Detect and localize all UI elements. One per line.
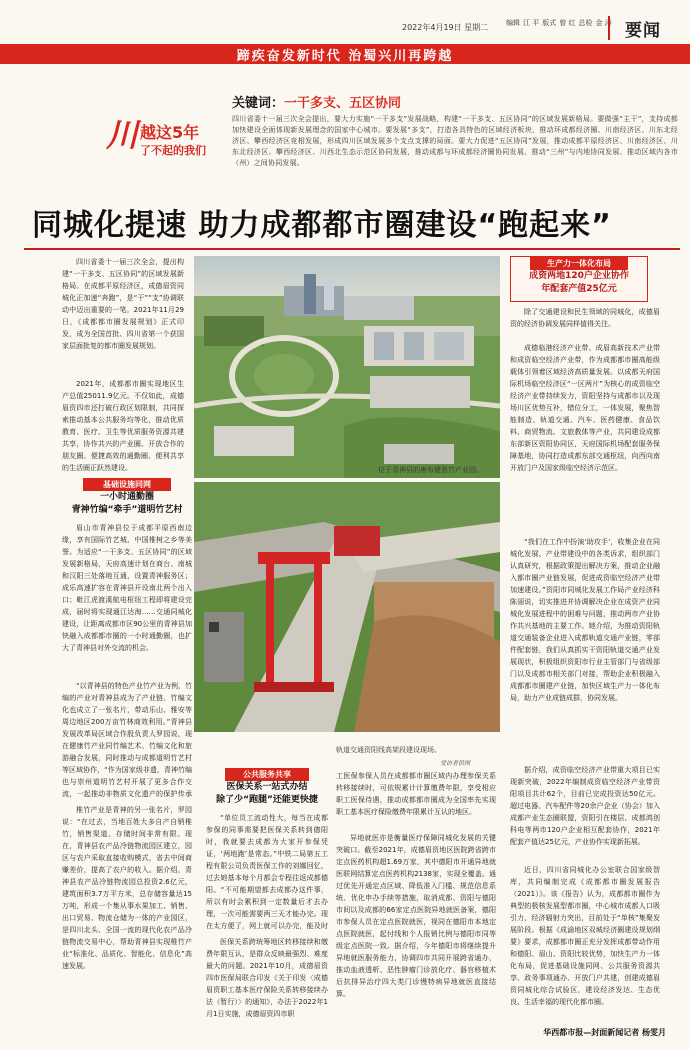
slogan-banner: 蹄疾奋发新时代 治蜀兴川再跨越: [0, 44, 690, 64]
series-logo: [106, 110, 216, 174]
right-paragraph-1: 除了交通建设和民生领域的同城化，成德眉资的经济协调发展同样值得关注。: [510, 308, 660, 328]
section-name: 要闻: [608, 16, 676, 40]
box2-title-1: 成资两地120户企业协作: [529, 271, 629, 281]
mid-paragraph-2: 异地就医亦是衡量医疗保障同城化发展的关键突破口。截至2021年，成德眉资地区医院跨省跨市定点医药机构超1.69万家，其中德阳市开通异地就医联网结算定点医药机构2138家，实现全覆盖。通过优先开通定点区域、降低准入门槛、规范信息系统、优化申办手续等措施，取消成都、资阳与德阳市间以及成都的66家定点医院异地就医备案，德阳市参保人员在定点医院就医，视同在德阳市本地定点医院就医，起付线和个人报销比例与德阳市同等级定点医院一致。据介绍，今年德阳市将继续提升异地就医服务能力，协调四市共同开展跨省通办，推动血液透析、恶性肿瘤门诊放化疗、器官移植术后抗排异治疗四大类门诊慢特病异地就医直接结算。: [336, 834, 496, 998]
box1-title-2: 青神竹编“牵手”道明竹艺村: [71, 505, 183, 515]
box1-tag: 基础设施同网: [83, 478, 171, 491]
keyword-heading: [232, 92, 401, 111]
right-paragraph-4: 据介绍，成资临空经济产业带重大项目已实现新突破，2022年编制成资临空经济产业带资阳项目共计62个，目前已完成投资达50亿元。超过电器、汽车配件等20余户企业（协会）加入成都产业生态圈联盟，资阳引在楼层、成都鸿创科电等两市120户企业相互配套协作，2021年配套产值达25亿元，产业协作实现新拓展。: [510, 766, 660, 846]
keyword-text: 四川省委十一届三次全会提出，要大力实施“一干多支”发展战略，构建“一干多支、五区协同”的区域发展新格局。要做强“主干”，支持成都加快建设全面体现新发展理念的国家中心城市。要发展“多支”，打造各具特色的区域经济板块，推动环成都经济圈、川南经济区、川东北经济区、攀西经济区竞相发展，形成四川区域发展多个支点支撑的局面。要大力促进“五区协同”发展，推动成都平原经济区、川南经济区、川东北经济区、攀西经济区、川西北生态示范区协同发展，推动成都与环成都经济圈协同发展、推动“三州”与内地协同发展、推动区域内各市（州）之间协同发展。: [232, 115, 678, 167]
photo1-caption: 位于青神县的唐布键意竹产业园。: [378, 466, 483, 474]
photo-industrial-park: [194, 256, 500, 478]
photo-rail-construction-image: [194, 482, 500, 732]
box1-text: 眉山市青神县位于成都平原西南边缘，享有国际竹艺城、中国椎树之乡等美誉。为适应“一干多支、五区协同”的区域发展新格局，天府高速计划在商台、南城和汉阳三处落地互通，设置青神服务区；成乐高速扩容在青神县开设南北两个出入口；毗江虎渡溪航电枢纽工程即将建设完成，届时将实现通江达海……交通同城化建设，让距离成都市区90公里的青神县加快融入成都都市圈的一小时通勤圈，也扩大了青神县对外交流的机会。: [62, 524, 192, 652]
right-paragraph-2: 成德临港经济产业带、成眉高新技术产业带和成资临空经济产业带，作为成都都市圈高能级载体引领着区域经济高质量发展。以成都天府国际机场临空经济区“一区两片”为核心的成资临空经济产业带持续发力，资阳坚持与成都市以及现场川区优势互补，错位分工，一体发展，聚焦智能制造、轨道交通、汽车、医药健康、食品饮料、商贸物流、文旅教体等产业，共同建设成都东部新区资阳协同区，天府国际机场配套服务保障基地，协同打造成都东部交通枢纽，向西向南开放门户及国家级临空经济示范区。: [510, 344, 660, 472]
series-logo-line1: 越这5年: [140, 123, 200, 142]
reporter-byline: 华西都市报—封面新闻记者 杨雯月: [543, 1028, 666, 1037]
box3-title-1: 医保关系一站式办结: [226, 782, 308, 792]
series-logo-line2: 了不起的我们: [140, 144, 206, 157]
photo-industrial-park-image: [194, 256, 500, 478]
mid-paragraph: 工医保参保人员在成都都市圈区域内办理参保关系转移接续时，可依规累计计算缴费年限，享受相应职工医保待遇，推动成都都市圈成为全国率先实现职工基本医疗保险缴费年限累计互认的地区。: [336, 772, 496, 816]
box3-tag: 公共服务共享: [225, 768, 309, 781]
box2-title-2: 年配套产值25亿元: [541, 284, 617, 294]
box1-title-1: 一小时通勤圈: [99, 492, 154, 502]
photo2-caption: 轨道交通资阳线高架段建设现场。: [336, 746, 441, 754]
intro-paragraph: 四川省委十一届三次全会，提出构建“一干多支、五区协同”的区域发展新格局。在成都平原经济区，成德眉资同城化正加速“奔跑”，是“干”“支”协调联动中迈出重要的一笔。2021年11月29日，《成都都市圈发展规划》正式印发，成为全国首批、四川省第一个获国家层面批复的都市圈发展规划。: [62, 258, 184, 350]
box1-text-3: 椎竹产业是青神的另一张名片，罗园说：“在过去，当地百姓大多自产自销椎竹，销售渠道、存储时间非常有限。现在，青神县农产品冷链物流园区建立，园区与农户采取直接收购模式，省去中间商赚差价，提高了农户的收入。据介绍，青神县农产品冷链物流园总投资2.6亿元，建筑面积3.7万平方米，总存储容量达15万吨，形成一个集从事水果加工、销售、出口贸易、物流仓储为一体的产业园区，是四川北头、全国一流的现代化农产品冷链物流交易中心，帮助青神县实现椎竹产业“标准化、品质化、智能化、信息化”高速发展。: [62, 806, 192, 970]
headline-rule: [24, 248, 680, 250]
box2-tag: 生产力一体化布局: [530, 257, 628, 270]
box1-text-2: “以青神县的特色产业竹产业为例，竹编的产业对青神县成为了产业链、竹编文化也成立了一张名片，带动乐山、雅安等周边地区200万亩竹林商效利用。”青神县发展改革局区域合作股负责人罗园说，现在健康竹产业同竹编艺术、竹编文化和旅游融合发展，同时推动与成都道明竹艺村等区域协作，“作为国家级非遗，青神竹编也与崇州道明竹艺村开展了更多合作交流，一起推动非物质文化遗产的保护传承: [62, 682, 192, 798]
right-paragraph-3: “我们在工作中扮演‘助攻手’，收集企业在同城化发展、产业带建设中的各类诉求，组织部门认真研究，根据政策提出解决方案，推动企业融入都市圈产业链发展，促进成资临空经济产业带加速建设。”资阳市同城化发展工作局产业经济科陈丽说，切实推进并协调解决企业在成资产业同城化发展进程中的困难与问题，推动两市产业协作共兴基地的主要工作。她介绍，为推动资阳轨道交通装备企业进入成都轨道交通产业链，零部件配套链，我们从真抓实干资阳轨道交通产业发展现状，积极组织资阳市行业主管部门与省级部门以及成都市相关部门对接，帮助企业积极融入成都都市圈建产业链，加快区域生产力一体化布局，助力产业成链成群，协同发展。: [510, 538, 660, 702]
box2-heading: [510, 256, 648, 302]
check-name: 金 涛: [595, 19, 612, 27]
box3-title-2: 除了少“跑腿”还能更快捷: [216, 795, 318, 805]
series-logo-mark: 川: [106, 116, 139, 154]
check-label: 总检: [578, 19, 593, 27]
keyword-value: 一干多支、五区协同: [284, 96, 402, 111]
editor-name: 江 平: [523, 19, 540, 27]
right-paragraph-5: 近日，四川省同城化办公室联合国家级智库，共同编制完成《成都都市圈发展报告（2021）》。该《报告》认为，成都都市圈作为典型的极核发展型都市圈，中心城市成都人口吸引力，经济辐射力突出，目前处于“单核”集聚发展阶段。根据《成渝地区双城经济圈建设规划纲要》要求，成都都市圈正充分发挥成都带动作用和德阳、眉山、资阳比较优势，加快生产力一体化布局，促进基础设施同网、公共服务资源共享、政务事项通办、开放门户共建，创建成德眉资同城化综合试验区，建设经济发达、生态优良、生活幸福的现代化都市圈。: [510, 866, 660, 1006]
editor-credits: [506, 18, 616, 32]
box1-heading: [62, 478, 192, 517]
main-headline: 同城化提速 助力成都都市圈建设“跑起来”: [32, 208, 612, 243]
intro-paragraph-2: 2021年，成都都市圈实现地区生产总值25011.9亿元。不仅如此，成德眉资四市还打破行政区划限制，共同探索推动基本公共服务均等化，推动优质教育、医疗、卫生等优质服务资源共建共享，协作共兴的产业圈、开放合作的朋友圈、便捷高效的通勤圈、便利共享的生活圈正跃然建设。: [62, 380, 184, 472]
box3-text-2: 医保关系跨统筹地区转移接续和缴费年限互认，是群众反映最强烈、难度最大的问题。2021年10月，成德眉资四市医保局联合印发《关于印发〈成德眉资职工基本医疗保险关系转移接续办法（暂行）〉的通知》，办法于2022年1月1日实施，成德眉资四市职: [206, 938, 328, 1018]
photo-rail-construction: [194, 482, 500, 732]
layout-name: 曾 红: [559, 19, 576, 27]
box3-text: “单位员工流动性大，每当在成都参保的同事需要把医保关系转到德阳时，我就要去成都为大家开参保凭证，‘两地跑’是常态。”中铁二局第五工程有限公司负责医保工作的刘娜回忆，过去她基本每个月都会专程往返成都德阳。“不可能期望都去成都办这件事，所以有时会累积到一定数量后才去办理，一次可能需要两三天才能办完。现在太方便了，网上就可以办完，能及时: [206, 814, 328, 930]
layout-label: 版式: [542, 19, 557, 27]
box3-heading: [206, 768, 328, 807]
editor-label: 编辑: [506, 19, 520, 27]
issue-date: 2022年4月19日 星期二: [402, 23, 489, 32]
photo2-credit: 受访者供图: [440, 760, 471, 767]
keyword-label: 关键词：: [232, 96, 285, 111]
